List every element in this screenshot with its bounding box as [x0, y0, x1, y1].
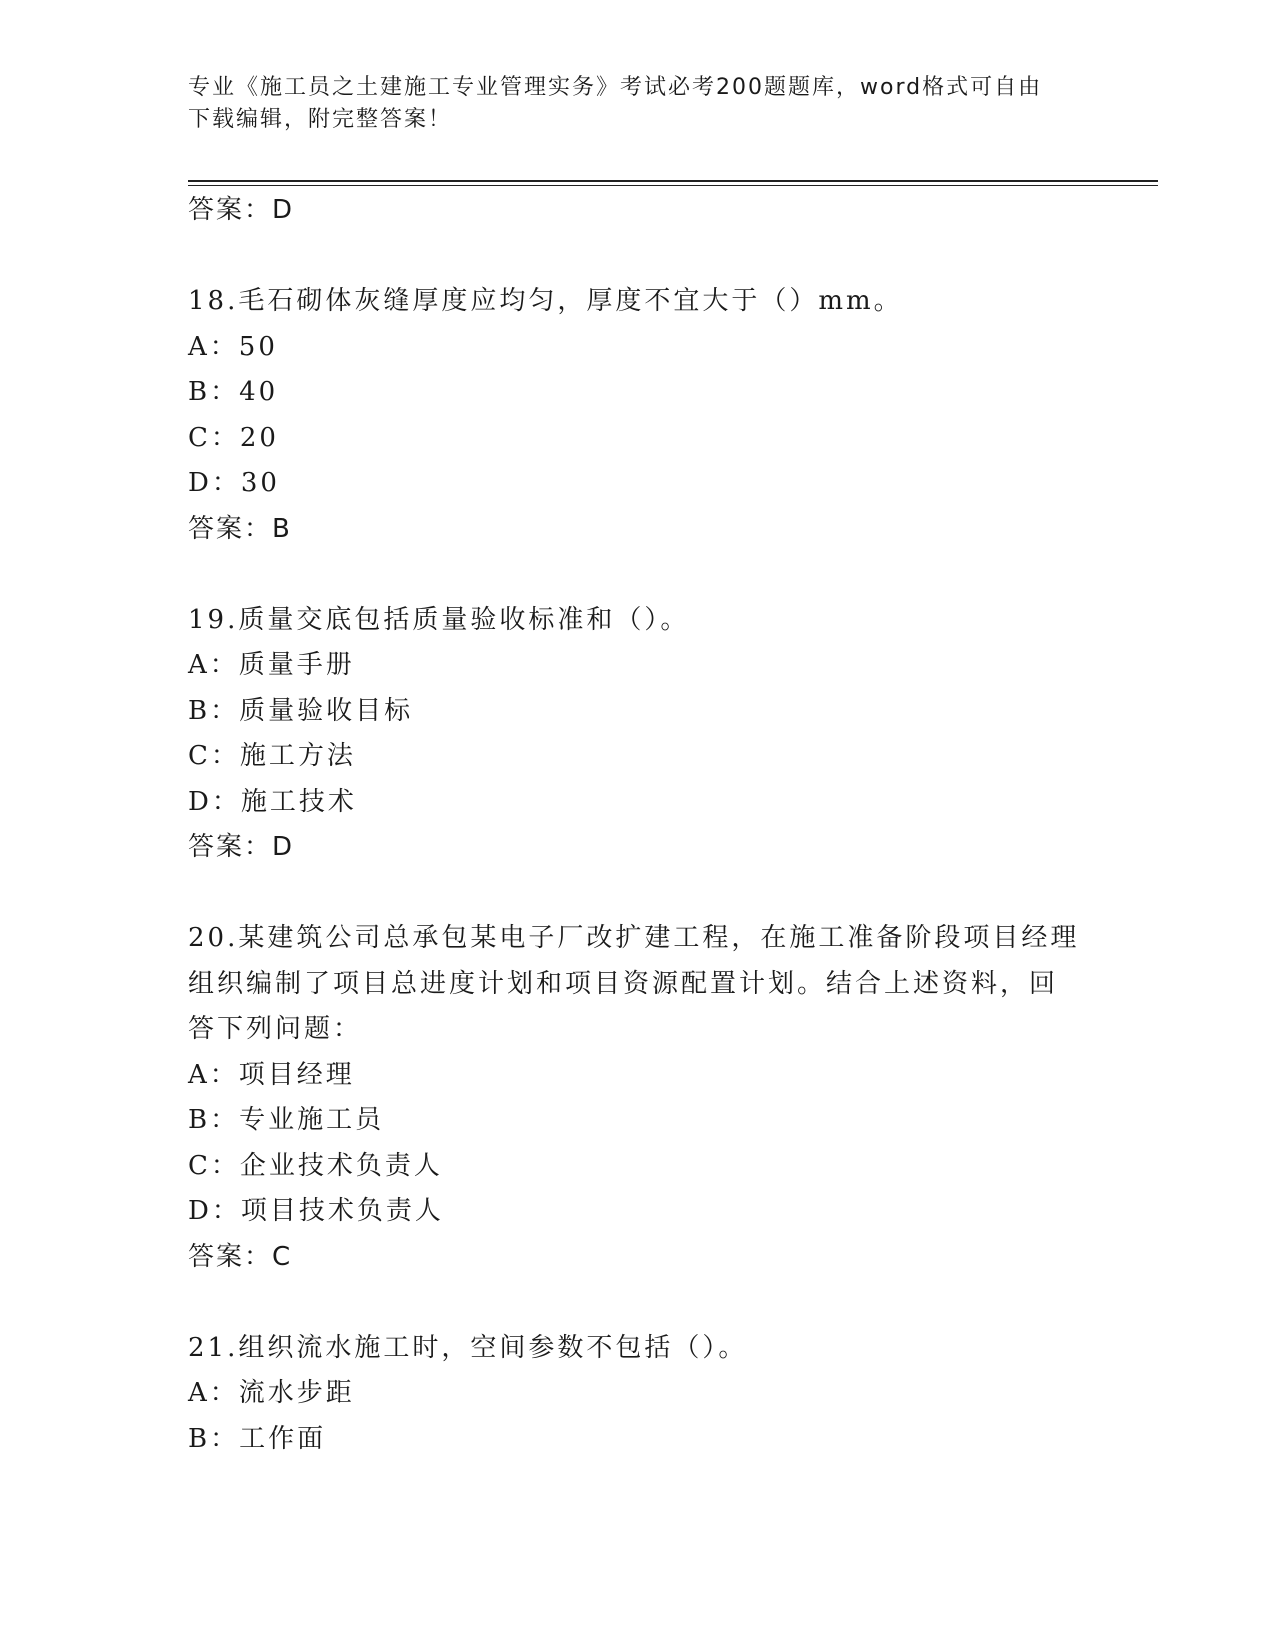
- previous-answer: 答案：D: [188, 195, 295, 225]
- option-c: C：企业技术负责人: [188, 1150, 443, 1181]
- question-stem: 18.毛石砌体灰缝厚度应均匀，厚度不宜大于（）mm。: [188, 286, 903, 316]
- question-21: [188, 1326, 1088, 1463]
- answer: 答案：C: [188, 1241, 293, 1272]
- option-d: D：30: [188, 468, 280, 498]
- header-line-1: 专业《施工员之土建施工专业管理实务》考试必考200题题库，word格式可自由: [188, 75, 1043, 100]
- question-stem: 21.组织流水施工时，空间参数不包括（）。: [188, 1332, 748, 1363]
- header-divider-thin: [188, 185, 1158, 186]
- question-content: [188, 188, 1088, 1462]
- question-18: [188, 279, 1088, 552]
- option-b: B：工作面: [188, 1423, 327, 1454]
- option-c: C：20: [188, 422, 279, 453]
- answer: 答案：D: [188, 832, 295, 862]
- spacer: [188, 552, 1088, 598]
- document-header: [188, 72, 1068, 136]
- option-a: A：流水步距: [188, 1378, 355, 1408]
- spacer: [188, 234, 1088, 280]
- spacer: [188, 1280, 1088, 1326]
- header-line-2: 下载编辑，附完整答案！: [188, 107, 453, 132]
- question-stem-line-2: 组织编制了项目总进度计划和项目资源配置计划。结合上述资料，回: [188, 968, 1059, 999]
- question-stem-line-3: 答下列问题：: [188, 1014, 363, 1044]
- option-d: D：施工技术: [188, 786, 357, 817]
- question-19: [188, 598, 1088, 871]
- option-b: B：质量验收目标: [188, 695, 414, 726]
- option-d: D：项目技术负责人: [188, 1196, 444, 1226]
- option-c: C：施工方法: [188, 741, 356, 771]
- question-stem-line-1: 20.某建筑公司总承包某电子厂改扩建工程，在施工准备阶段项目经理: [188, 923, 1080, 953]
- option-a: A：50: [188, 331, 278, 362]
- option-a: A：项目经理: [188, 1059, 355, 1090]
- option-b: B：40: [188, 377, 279, 407]
- answer: 答案：B: [188, 513, 292, 544]
- question-20: [188, 916, 1088, 1280]
- option-a: A：质量手册: [188, 650, 355, 680]
- spacer: [188, 871, 1088, 917]
- option-b: B：专业施工员: [188, 1105, 385, 1135]
- question-stem: 19.质量交底包括质量验收标准和（）。: [188, 604, 690, 635]
- header-divider-thick: [188, 180, 1158, 182]
